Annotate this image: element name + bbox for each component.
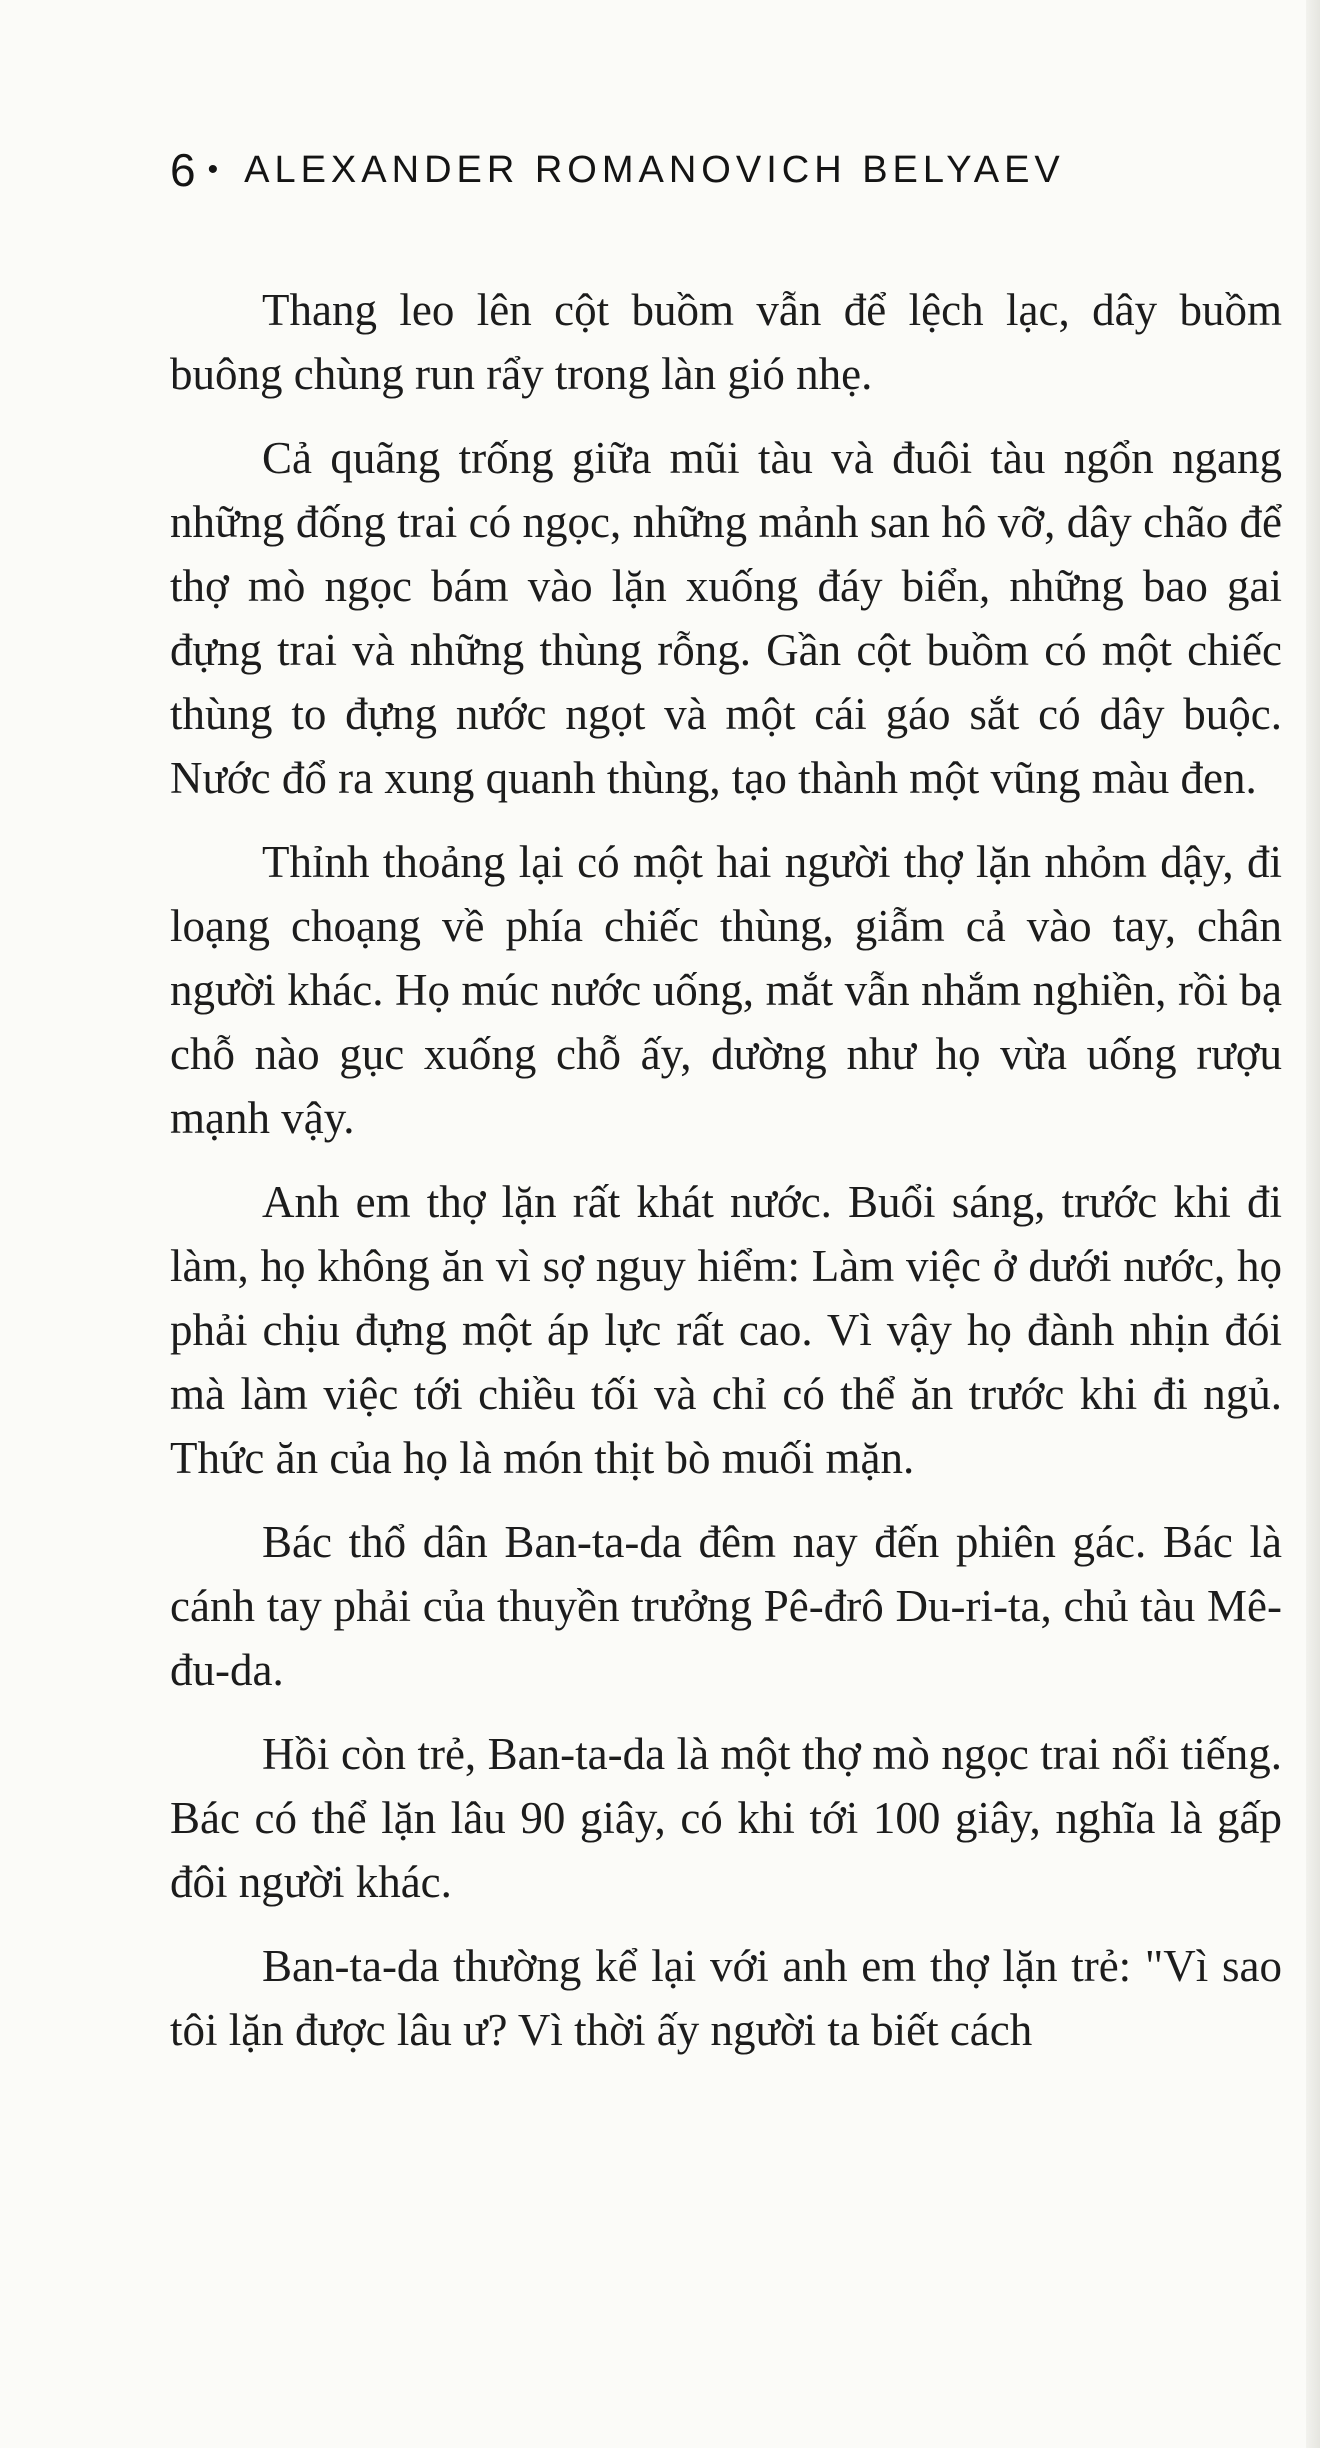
body-text: [170, 278, 1282, 2082]
page-number: 6: [170, 144, 196, 196]
paragraph: Thang leo lên cột buồm vẫn để lệch lạc, dây buồm buông chùng run rẩy trong làn gió nhẹ.: [170, 285, 1282, 399]
page-edge: [1306, 0, 1320, 2448]
paragraph: Ban-ta-da thường kể lại với anh em thợ lặn trẻ: "Vì sao tôi lặn được lâu ư? Vì thời ấy người ta biết cách: [170, 1941, 1282, 2055]
author-name: ALEXANDER ROMANOVICH BELYAEV: [244, 148, 1065, 191]
paragraph: Cả quãng trống giữa mũi tàu và đuôi tàu ngổn ngang những đống trai có ngọc, những mảnh san hô vỡ, dây chão để thợ mò ngọc bám vào lặn xuống đáy biển, những bao gai đựng trai và những thùng rỗng. Gần cột buồm có một chiếc thùng to đựng nước ngọt và một cái gáo sắt có dây buộc. Nước đổ ra xung quanh thùng, tạo thành một vũng màu đen.: [170, 433, 1282, 803]
bullet-separator: •: [207, 153, 219, 186]
paragraph: Bác thổ dân Ban-ta-da đêm nay đến phiên gác. Bác là cánh tay phải của thuyền trưởng Pê-đrô Du-ri-ta, chủ tàu Mê-đu-da.: [170, 1517, 1282, 1695]
paragraph: Hồi còn trẻ, Ban-ta-da là một thợ mò ngọc trai nổi tiếng. Bác có thể lặn lâu 90 giây, có khi tới 100 giây, nghĩa là gấp đôi người khác.: [170, 1729, 1282, 1907]
running-head: [170, 140, 1065, 200]
paragraph: Anh em thợ lặn rất khát nước. Buổi sáng, trước khi đi làm, họ không ăn vì sợ nguy hiểm: Làm việc ở dưới nước, họ phải chịu đựng một áp lực rất cao. Vì vậy họ đành nhịn đói mà làm việc tới chiều tối và chỉ có thể ăn trước khi đi ngủ. Thức ăn của họ là món thịt bò muối mặn.: [170, 1177, 1282, 1483]
paragraph: Thỉnh thoảng lại có một hai người thợ lặn nhỏm dậy, đi loạng choạng về phía chiếc thùng, giẫm cả vào tay, chân người khác. Họ múc nước uống, mắt vẫn nhắm nghiền, rồi bạ chỗ nào gục xuống chỗ ấy, dường như họ vừa uống rượu mạnh vậy.: [170, 837, 1282, 1143]
